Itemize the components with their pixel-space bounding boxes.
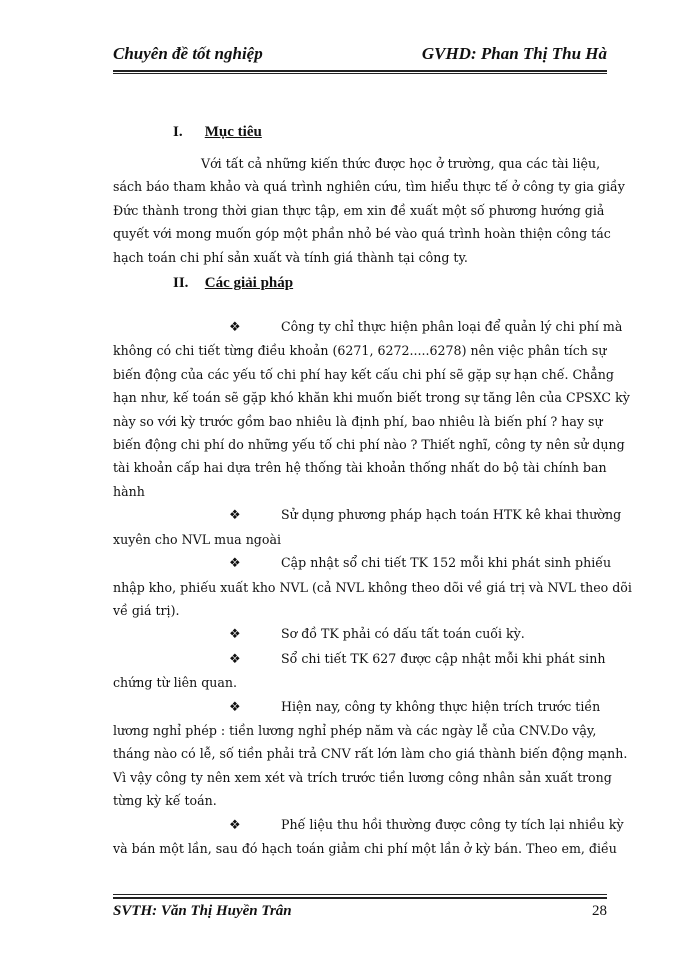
bullet-text: Phế liệu thu hồi thường được công ty tích lại nhiều kỳ và bán một lần, sau đó hạch toán giảm chi phí một lần ở kỳ bán. Theo em, điều (113, 816, 624, 856)
section-title: Các giải pháp (204, 275, 294, 292)
objectives-paragraph: Với tất cả những kiến thức được học ở trường, qua các tài liệu, sách báo tham khảo và quá trình nghiên cứu, tìm hiểu thực tế ở công ty gia giầy Đức thành trong thời gian thực tập, em xin đề xuất một số phương hướng giả quyết với mong muốn góp một phần nhỏ bé vào quá trình hoàn thiện công tác hạch toán chi phí sản xuất và tính giá thành tại công ty. (113, 156, 625, 265)
list-item (113, 813, 633, 861)
list-item (113, 647, 633, 695)
list-item (113, 695, 633, 813)
footer-rule (113, 897, 607, 899)
header-supervisor: GVHD: Phan Thị Thu Hà (421, 44, 607, 63)
bullet-text: Cập nhật sổ chi tiết TK 152 mỗi khi phát sinh phiếu nhập kho, phiếu xuất kho NVL (cả NVL không theo dõi về giá trị và NVL theo dõi về giá trị). (113, 555, 632, 618)
footer-author: SVTH: Văn Thị Huyền Trân (113, 903, 292, 919)
section-heading-solutions (173, 269, 633, 297)
bullet-text: Sơ đồ TK phải có dấu tất toán cuối kỳ. (281, 626, 525, 642)
bullet-text: Sổ chi tiết TK 627 được cập nhật mỗi khi phát sinh chứng từ liên quan. (113, 650, 606, 691)
diamond-bullet-icon: ❖ (229, 320, 241, 336)
section-heading-objectives (173, 118, 633, 146)
bullet-text: Sử dụng phương pháp hạch toán HTK kê khai thường xuyên cho NVL mua ngoài (113, 507, 622, 547)
header-rule-thin (113, 73, 607, 74)
diamond-bullet-icon: ❖ (229, 627, 241, 643)
footer-rule-thin (113, 894, 607, 895)
list-item (113, 315, 633, 503)
section-number: I. (173, 124, 183, 140)
section-number: II. (173, 275, 189, 292)
page-footer (113, 903, 607, 927)
page-header (113, 40, 607, 70)
list-item (113, 503, 633, 551)
diamond-bullet-icon: ❖ (229, 699, 241, 715)
page-number: 28 (592, 903, 607, 919)
diamond-bullet-icon: ❖ (229, 817, 241, 833)
header-rule (113, 70, 607, 72)
diamond-bullet-icon: ❖ (229, 508, 241, 524)
header-title: Chuyên đề tốt nghiệp (113, 44, 263, 63)
list-item (113, 551, 633, 622)
diamond-bullet-icon: ❖ (229, 651, 241, 667)
list-item (113, 622, 633, 646)
bullet-text: Hiện nay, công ty không thực hiện trích trước tiền lương nghỉ phép : tiền lương nghỉ phép năm và các ngày lễ của CNV.Do vậy, tháng nào có lễ, số tiền phải trả CNV rất lớn làm cho giá thành biến động mạnh. Vì vậy công ty nên xem xét và trích trước tiền lương công nhân sản xuất trong từng kỳ kế toán. (113, 698, 628, 809)
section-title: Mục tiêu (204, 124, 262, 140)
page-body (113, 118, 633, 860)
bullet-text: Công ty chỉ thực hiện phân loại để quản lý chi phí mà không có chi tiết từng điều khoản (6271, 6272.....6278) nên việc phân tích sự biến động của các yếu tố chi phí hay kết cấu chi phí sẽ gặp sự hạn chế. Chẳng hạn như, kế toán sẽ gặp khó khăn khi muốn biết trong sự tăng lên của CPSXC kỳ này so với kỳ trước gồm bao nhiêu là định phí, bao nhiêu là biến phí ? hay sự biến động chi phí do những yếu tố chi phí nào ? Thiết nghĩ, công ty nên sử dụng tài khoản cấp hai dựa trên hệ thống tài khoản thống nhất do bộ tài chính ban hành (113, 319, 630, 499)
diamond-bullet-icon: ❖ (229, 556, 241, 572)
